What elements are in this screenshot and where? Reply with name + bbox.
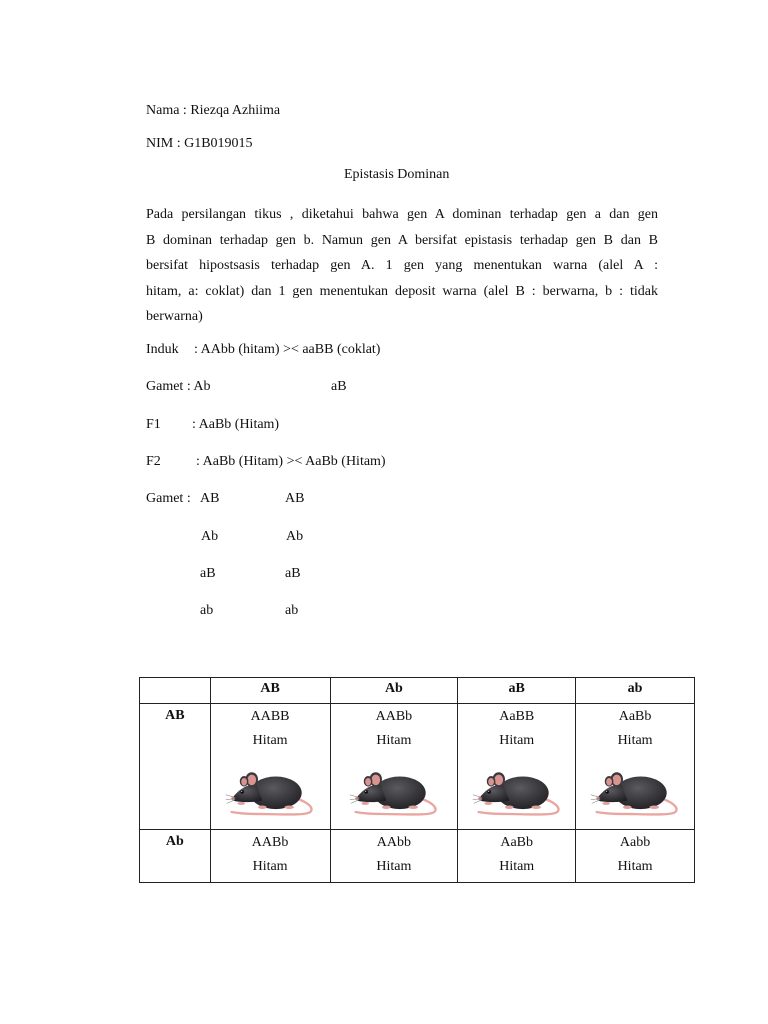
phenotype: Hitam <box>617 859 653 874</box>
genotype: AaBb <box>500 835 534 850</box>
table-cell <box>210 704 330 830</box>
gamete-left: ab <box>200 603 214 618</box>
table-cell <box>458 704 576 830</box>
genotype: Aabb <box>619 835 651 850</box>
phenotype: Hitam <box>499 733 535 748</box>
genotype: AAbb <box>376 835 411 850</box>
phenotype: Hitam <box>252 859 288 874</box>
intro-paragraph <box>146 202 658 330</box>
paragraph-line: Pada persilangan tikus , diketahui bahwa gen A dominan terhadap gen a dan gen <box>146 207 658 222</box>
column-header: ab <box>576 678 695 704</box>
table-cell <box>576 830 695 883</box>
gamete-left: AB <box>200 491 220 506</box>
paragraph-line: bersifat hipostsasis terhadap gen A. 1 gen yang menentukan warna (alel A : <box>146 258 658 273</box>
row-header: AB <box>140 704 211 830</box>
gamete-label-2: Gamet : <box>146 491 191 506</box>
gamete-right: aB <box>285 566 301 581</box>
table-header-row <box>140 678 695 704</box>
phenotype: Hitam <box>376 733 412 748</box>
genotype: AABb <box>375 709 413 724</box>
student-name: Nama : Riezqa Azhiima <box>146 103 281 118</box>
gamete-right: AB <box>285 491 305 506</box>
row-header: Ab <box>140 830 211 883</box>
gamete-left: Ab <box>201 529 219 544</box>
corner-cell <box>140 678 211 704</box>
phenotype: Hitam <box>617 733 653 748</box>
phenotype: Hitam <box>499 859 535 874</box>
gamete-right: Ab <box>286 529 304 544</box>
gamete-right: ab <box>285 603 299 618</box>
black-mouse-icon <box>331 753 458 825</box>
paragraph-line: hitam, a: coklat) dan 1 gen menentukan deposit warna (alel B : berwarna, b : tidak <box>146 283 658 299</box>
table-row <box>140 830 695 883</box>
genotype: AABB <box>250 709 290 724</box>
gamete-right-1: aB <box>331 379 347 394</box>
induk-value: : AAbb (hitam) >< aaBB (coklat) <box>194 342 381 357</box>
black-mouse-icon <box>576 753 694 825</box>
f2-label: F2 <box>146 454 161 469</box>
f2-value: : AaBb (Hitam) >< AaBb (Hitam) <box>196 454 386 469</box>
f1-label: F1 <box>146 417 161 432</box>
column-header: Ab <box>330 678 458 704</box>
induk-label: Induk <box>146 342 179 357</box>
genotype: AaBb <box>618 709 652 724</box>
column-header: aB <box>458 678 576 704</box>
paragraph-line: berwarna) <box>146 309 203 324</box>
phenotype: Hitam <box>252 733 288 748</box>
column-header: AB <box>210 678 330 704</box>
f2-line <box>146 453 386 471</box>
table-cell <box>210 830 330 883</box>
table-cell <box>458 830 576 883</box>
f1-value: : AaBb (Hitam) <box>192 417 280 432</box>
table-cell <box>330 704 458 830</box>
gamete-left: aB <box>200 566 216 581</box>
punnett-table <box>139 677 695 883</box>
gamete-label-1: Gamet : Ab <box>146 379 211 394</box>
parent-cross <box>146 341 380 359</box>
table-cell <box>330 830 458 883</box>
student-nim: NIM : G1B019015 <box>146 136 253 151</box>
table-row <box>140 704 695 830</box>
table-cell <box>576 704 695 830</box>
document-title: Epistasis Dominan <box>344 167 450 182</box>
f1-line <box>146 416 279 434</box>
black-mouse-icon <box>211 753 330 825</box>
black-mouse-icon <box>458 753 575 825</box>
paragraph-line: B dominan terhadap gen b. Namun gen A bersifat epistasis terhadap gen B dan B <box>146 232 658 248</box>
genotype: AABb <box>251 835 289 850</box>
genotype: AaBB <box>499 709 535 724</box>
phenotype: Hitam <box>376 859 412 874</box>
